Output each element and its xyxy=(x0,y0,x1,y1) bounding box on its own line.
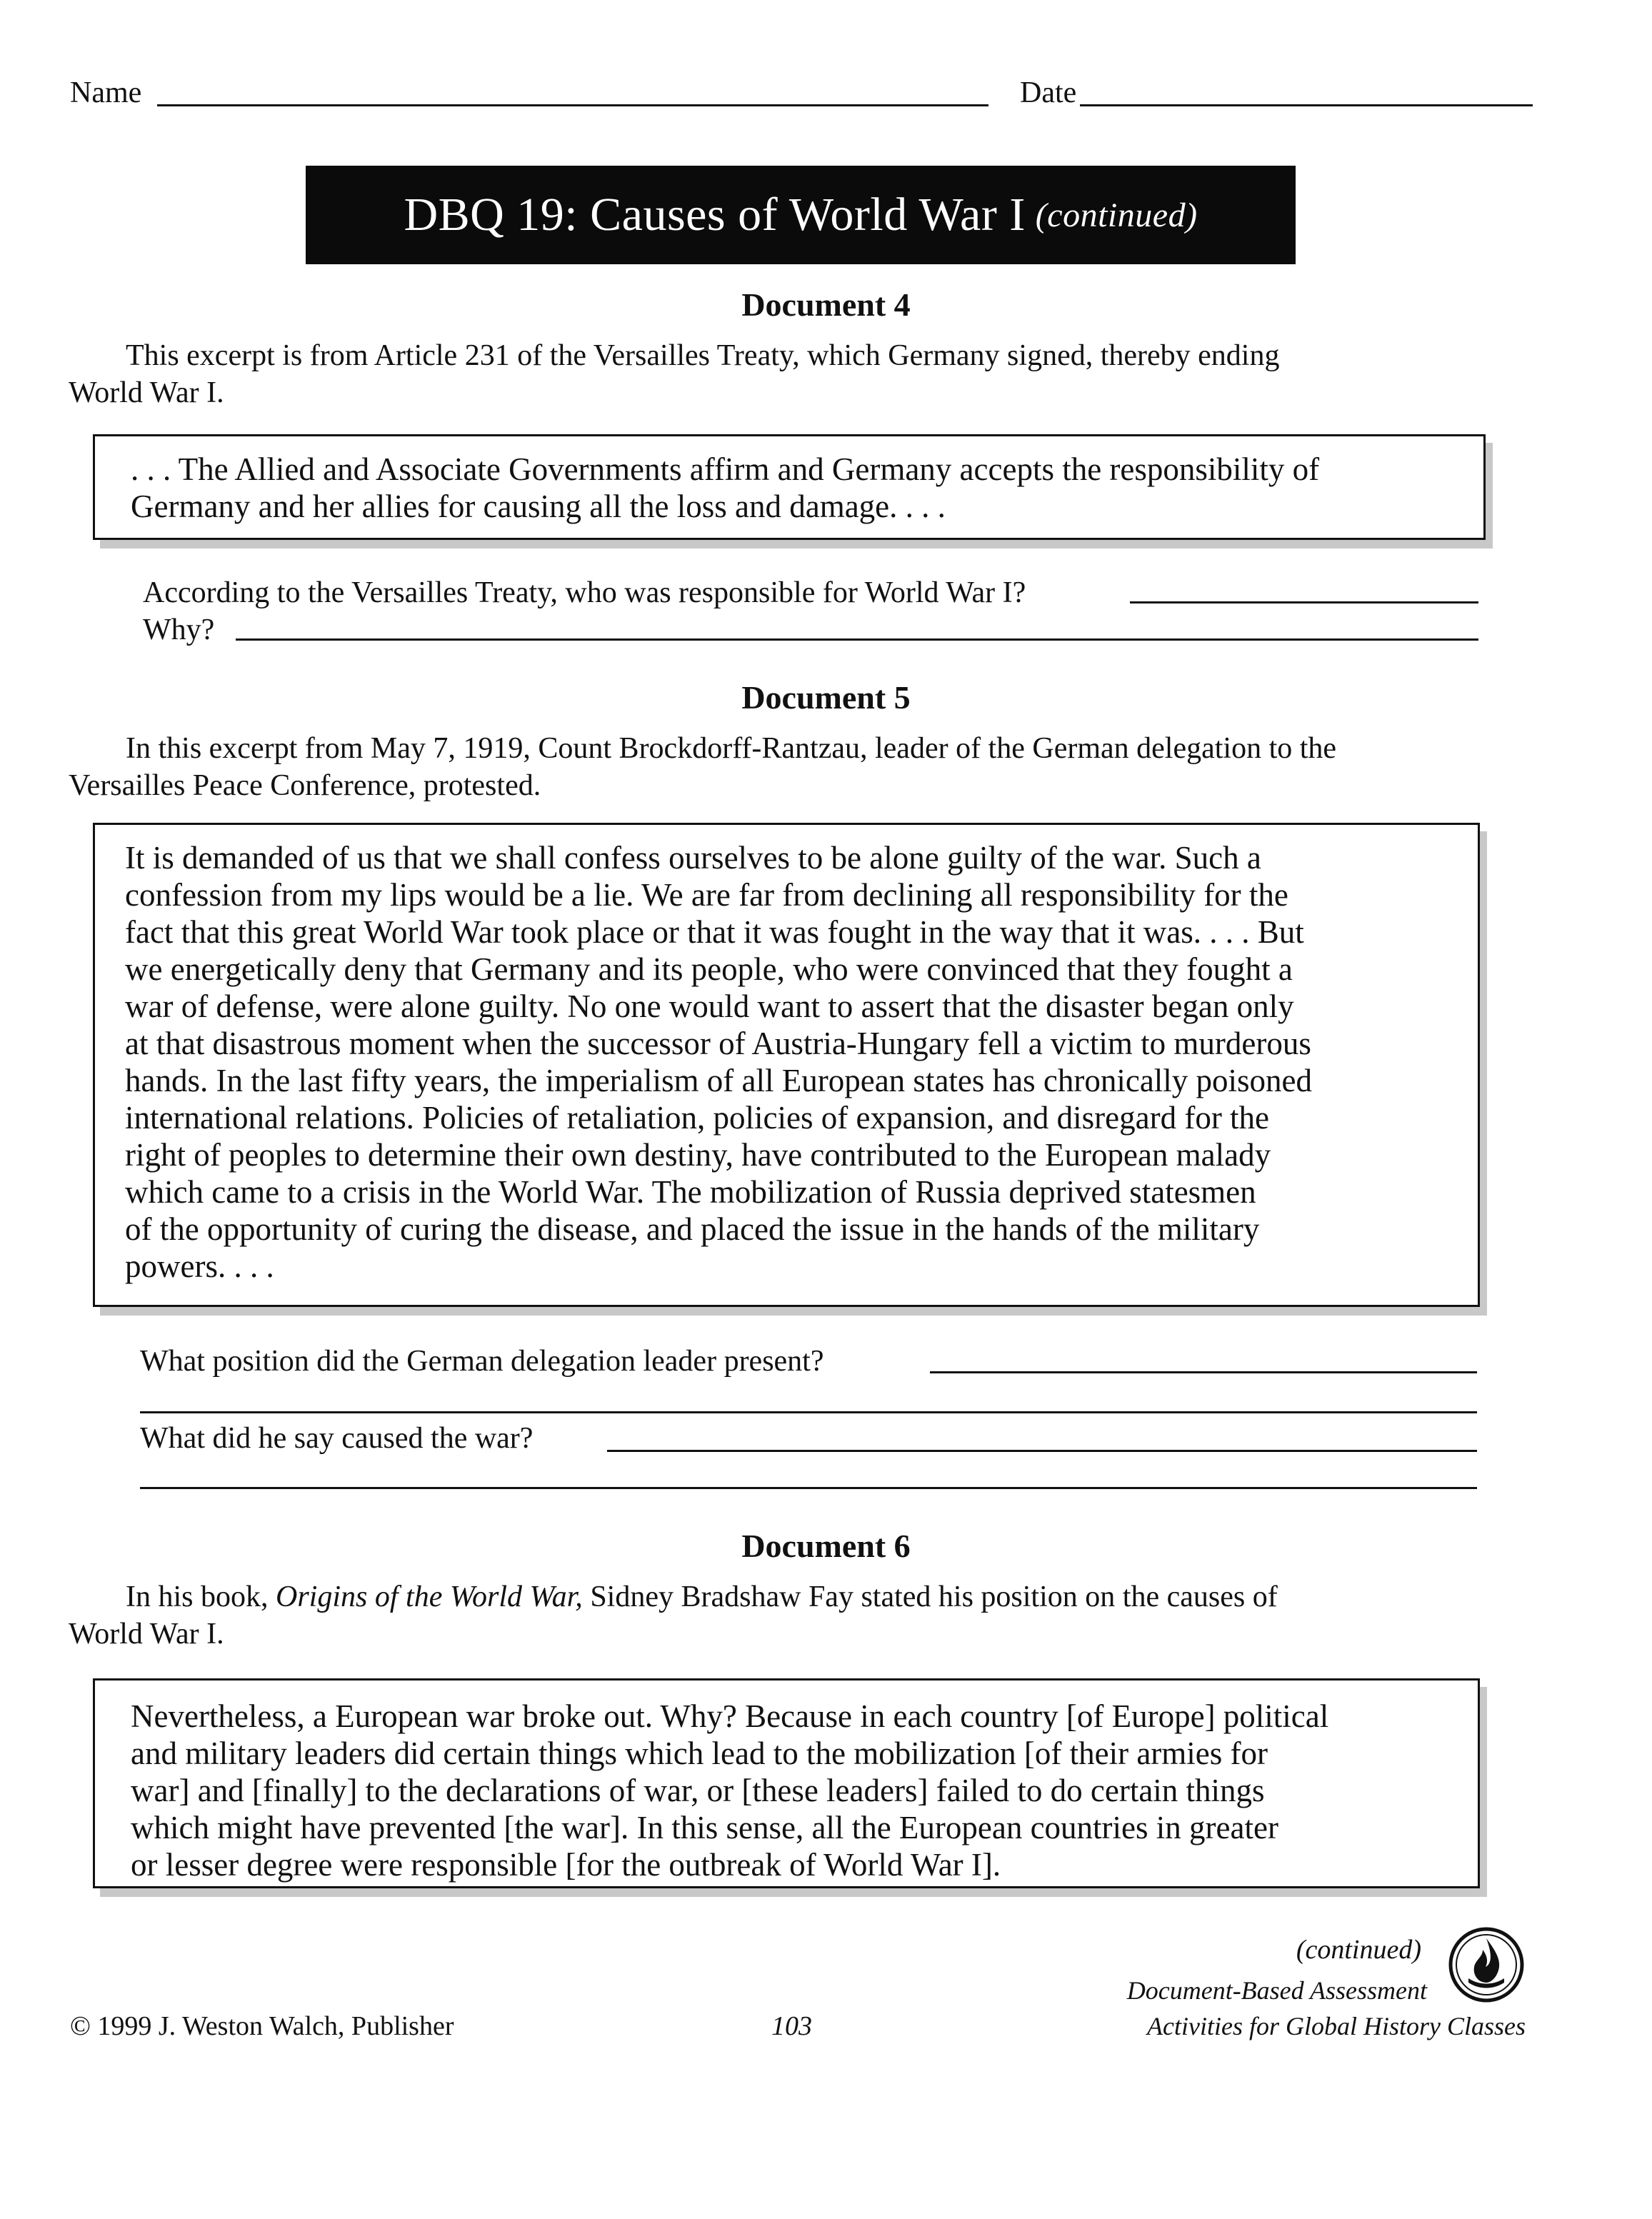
doc4-intro-line2: World War I. xyxy=(69,376,224,409)
doc5-quote-line: hands. In the last fifty years, the imperialism of all European states has chronically poisoned xyxy=(125,1063,1313,1098)
footer-book-line1: Document-Based Assessment xyxy=(1126,1976,1427,2005)
title-main: DBQ 19: Causes of World War I xyxy=(404,189,1026,241)
doc5-quote-line: It is demanded of us that we shall confess ourselves to be alone guilty of the war. Such a xyxy=(125,840,1261,876)
doc6-quote-line: war] and [finally] to the declarations of war, or [these leaders] failed to do certain things xyxy=(131,1773,1265,1808)
doc4-answer2-line[interactable] xyxy=(236,638,1478,641)
doc6-book-title: Origins of the World War, xyxy=(276,1581,583,1613)
doc6-heading: Document 6 xyxy=(741,1528,911,1564)
doc5-quote-box xyxy=(93,823,1480,1307)
doc4-question1: According to the Versailles Treaty, who was responsible for World War I? xyxy=(143,576,1026,609)
name-field[interactable] xyxy=(157,104,988,106)
doc6-quote-line: which might have prevented [the war]. In this sense, all the European countries in greater xyxy=(131,1810,1278,1845)
doc5-quote-line: confession from my lips would be a lie. We are far from declining all responsibility for the xyxy=(125,877,1288,913)
doc4-heading: Document 4 xyxy=(741,286,911,323)
doc6-intro-line2: World War I. xyxy=(69,1618,224,1651)
doc6-quote-line: or lesser degree were responsible [for the outbreak of World War I]. xyxy=(131,1847,1001,1883)
doc4-question2: Why? xyxy=(143,613,215,646)
doc5-answer2-line2[interactable] xyxy=(140,1487,1477,1489)
doc6-quote-line: and military leaders did certain things which lead to the mobilization [of their armies for xyxy=(131,1735,1268,1771)
doc5-quote-line: right of peoples to determine their own destiny, have contributed to the European malady xyxy=(125,1137,1271,1173)
doc5-quote-line: at that disastrous moment when the successor of Austria-Hungary fell a victim to murderous xyxy=(125,1026,1311,1061)
date-label: Date xyxy=(1020,76,1077,109)
title-suffix: (continued) xyxy=(1035,196,1198,234)
footer-copyright: © 1999 J. Weston Walch, Publisher xyxy=(70,2011,454,2041)
doc5-quote-line: we energetically deny that Germany and its people, who were convinced that they fought a xyxy=(125,951,1293,987)
doc6-intro-line1 xyxy=(126,1578,1278,1616)
doc4-quote-line: Germany and her allies for causing all the loss and damage. . . . xyxy=(131,489,946,524)
doc4-quote-box xyxy=(93,434,1486,540)
name-label: Name xyxy=(70,76,142,109)
footer-continued: (continued) xyxy=(1296,1935,1421,1965)
doc4-intro-line1: This excerpt is from Article 231 of the Versailles Treaty, which Germany signed, thereby ending xyxy=(126,339,1280,372)
doc5-heading: Document 5 xyxy=(741,679,911,716)
doc5-quote-line: fact that this great World War took place or that it was fought in the way that it was. . . . But xyxy=(125,914,1304,950)
doc5-quote-line: war of defense, were alone guilty. No one would want to assert that the disaster began only xyxy=(125,988,1294,1024)
footer-book-line2: Activities for Global History Classes xyxy=(1147,2012,1526,2040)
date-field[interactable] xyxy=(1080,104,1533,106)
doc4-quote-line: . . . The Allied and Associate Governments affirm and Germany accepts the responsibility of xyxy=(131,451,1320,487)
doc6-quote-box xyxy=(93,1678,1480,1888)
page-number: 103 xyxy=(771,2011,812,2041)
doc4-answer1-line[interactable] xyxy=(1130,601,1478,603)
doc5-question2: What did he say caused the war? xyxy=(140,1422,534,1455)
doc5-answer1-line[interactable] xyxy=(930,1371,1477,1373)
doc5-quote-line: which came to a crisis in the World War. The mobilization of Russia deprived statesmen xyxy=(125,1174,1256,1210)
doc5-quote-line: powers. . . . xyxy=(125,1248,274,1284)
doc5-intro-line1: In this excerpt from May 7, 1919, Count Brockdorff-Rantzau, leader of the German delegation to the xyxy=(126,732,1337,765)
doc5-answer1-line2[interactable] xyxy=(140,1411,1477,1413)
doc5-quote-line: international relations. Policies of retaliation, policies of expansion, and disregard for the xyxy=(125,1100,1270,1136)
doc5-quote-line: of the opportunity of curing the disease, and placed the issue in the hands of the military xyxy=(125,1211,1260,1247)
doc6-intro-post: Sidney Bradshaw Fay stated his position on the causes of xyxy=(582,1581,1278,1613)
page-title xyxy=(306,166,1296,264)
doc5-answer2-line[interactable] xyxy=(607,1450,1477,1452)
doc5-intro-line2: Versailles Peace Conference, protested. xyxy=(69,769,541,802)
doc6-quote-line: Nevertheless, a European war broke out. Why? Because in each country [of Europe] political xyxy=(131,1698,1329,1734)
doc6-intro-pre: In his book, xyxy=(126,1581,276,1613)
doc5-question1: What position did the German delegation leader present? xyxy=(140,1345,824,1378)
flame-logo-icon xyxy=(1447,1925,1526,2004)
